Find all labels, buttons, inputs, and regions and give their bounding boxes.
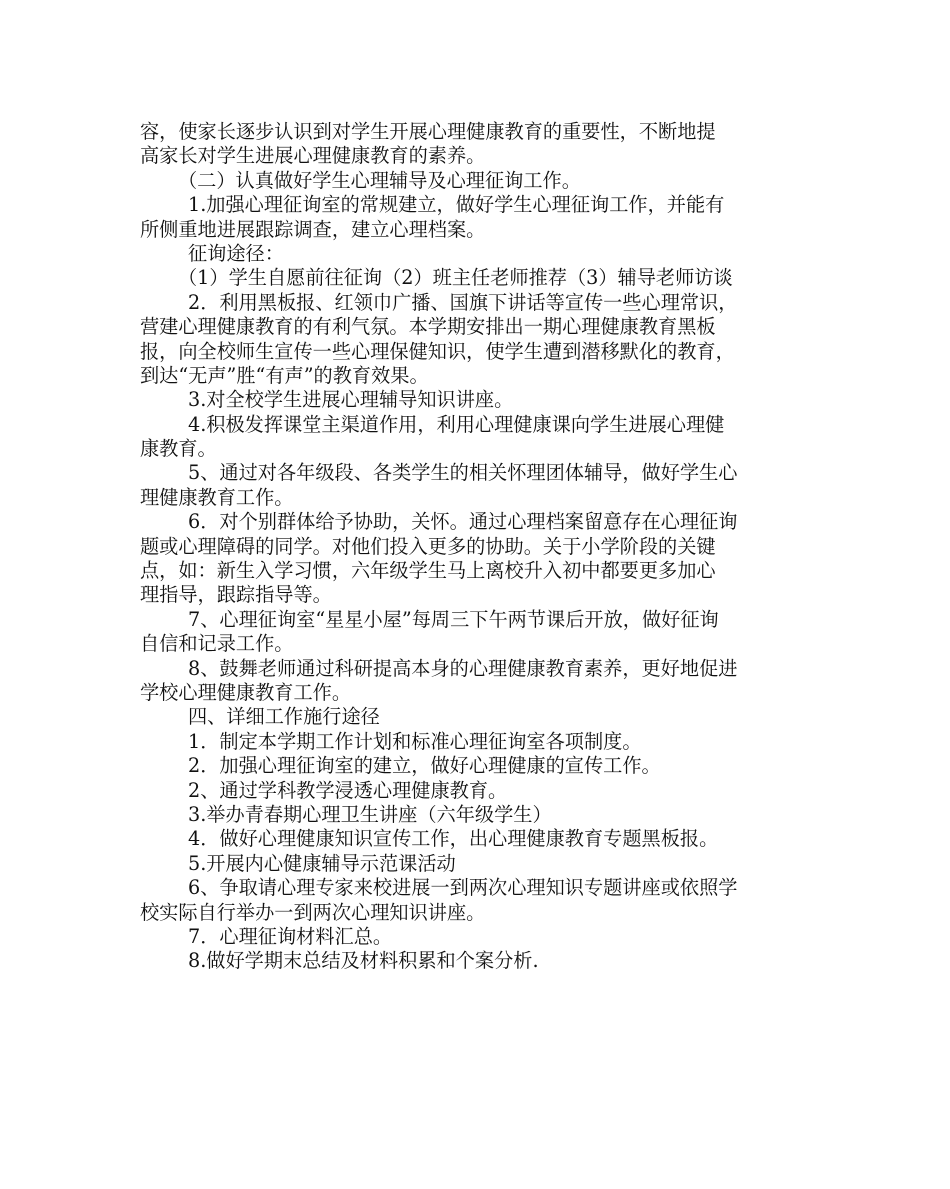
text-line: 容，使家长逐步认识到对学生开展心理健康教育的重要性，不断地提 bbox=[140, 120, 716, 143]
text-line: 自信和记录工作。 bbox=[140, 632, 294, 656]
text-line: 理健康教育工作。 bbox=[140, 485, 294, 509]
text-line: 校实际自行举办一到两次心理知识讲座。 bbox=[140, 900, 486, 924]
text-line: 4.积极发挥课堂主渠道作用，利用心理健康课向学生进展心理健 bbox=[188, 412, 725, 436]
text-line: 理指导，跟踪指导等。 bbox=[140, 583, 332, 607]
list-item: 2、通过学科教学浸透心理健康教育。 bbox=[188, 778, 508, 802]
list-item: 3.举办青春期心理卫生讲座（六年级学生） bbox=[188, 802, 552, 826]
text-line: 学校心理健康教育工作。 bbox=[140, 680, 352, 704]
list-item: 5.开展内心健康辅导示范课活动 bbox=[188, 851, 456, 875]
text-line: 2．利用黑板报、红领巾广播、国旗下讲话等宣传一些心理常识， bbox=[188, 290, 738, 314]
list-item: 7．心理征询材料汇总。 bbox=[188, 924, 393, 948]
text-line: 康教育。 bbox=[140, 437, 217, 461]
text-line: （1）学生自愿前往征询（2）班主任老师推荐（3）辅导老师访谈 bbox=[178, 266, 733, 290]
section-heading: 四、详细工作施行途径 bbox=[188, 705, 380, 729]
text-line: 3.对全校学生进展心理辅导知识讲座。 bbox=[188, 388, 514, 412]
text-line: 高家长对学生进展心理健康教育的素养。 bbox=[140, 144, 486, 168]
list-item: 1．制定本学期工作计划和标准心理征询室各项制度。 bbox=[188, 729, 642, 753]
list-item: 8.做好学期末总结及材料积累和个案分析. bbox=[188, 949, 539, 973]
text-line: 8、鼓舞老师通过科研提高本身的心理健康教育素养，更好地促进 bbox=[188, 656, 738, 680]
text-line: 所侧重地进展跟踪调查，建立心理档案。 bbox=[140, 217, 486, 241]
text-line: 营建心理健康教育的有利气氛。本学期安排出一期心理健康教育黑板 bbox=[140, 315, 716, 339]
list-item: 6、争取请心理专家来校进展一到两次心理知识专题讲座或依照学 bbox=[188, 876, 738, 900]
document-page bbox=[140, 120, 826, 974]
text-line: 7、心理征询室“星星小屋”每周三下午两节课后开放，做好征询 bbox=[188, 607, 719, 631]
section-heading: （二）认真做好学生心理辅导及心理征询工作。 bbox=[178, 168, 581, 192]
text-line: 6．对个别群体给予协助，关怀。通过心理档案留意存在心理征询 bbox=[188, 510, 738, 534]
text-line: 点，如：新生入学习惯，六年级学生马上离校升入初中都要更多加心 bbox=[140, 559, 716, 583]
list-item: 2．加强心理征询室的建立，做好心理健康的宣传工作。 bbox=[188, 754, 661, 778]
text-line: 到达“无声”胜“有声”的教育效果。 bbox=[140, 363, 429, 387]
text-line: 5、通过对各年级段、各类学生的相关怀理团体辅导，做好学生心 bbox=[188, 461, 738, 485]
text-line: 报，向全校师生宣传一些心理保健知识，使学生遭到潜移默化的教育， bbox=[140, 339, 735, 363]
list-item: 4．做好心理健康知识宣传工作，出心理健康教育专题黑板报。 bbox=[188, 827, 719, 851]
text-line: 征询途径： bbox=[188, 241, 284, 265]
text-line: 题或心理障碍的同学。对他们投入更多的协助。关于小学阶段的关键 bbox=[140, 534, 716, 558]
text-line: 1.加强心理征询室的常规建立，做好学生心理征询工作，并能有 bbox=[188, 193, 725, 217]
